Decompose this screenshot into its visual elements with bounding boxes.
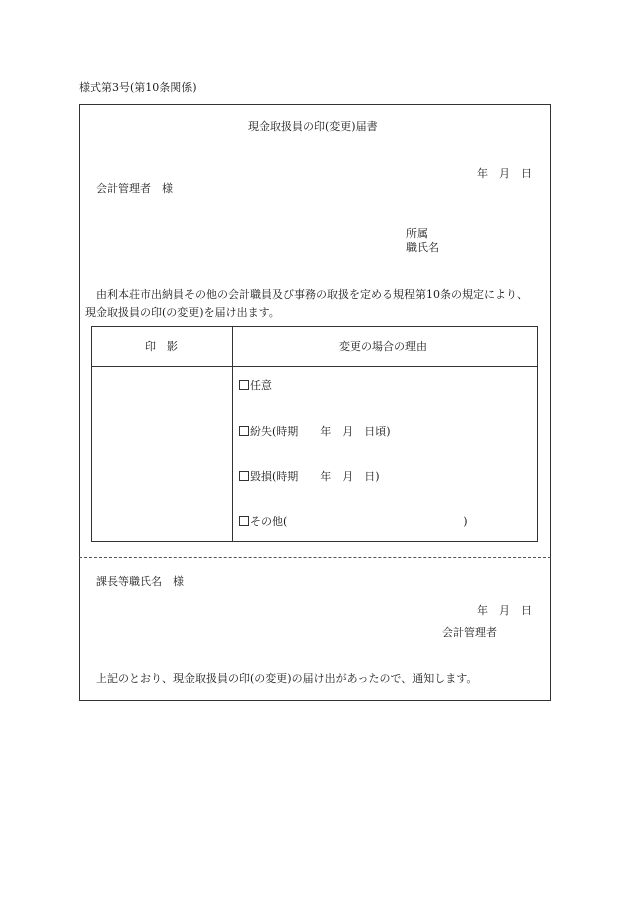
option-damaged-label: 毀損(時期 年 月 日) [250,470,380,483]
table-divider-vertical [232,326,233,542]
lower-sender: 会計管理者 [442,626,497,639]
affiliation-label: 所属 [406,227,428,240]
body-text-line1: 由利本荘市出納員その他の会計職員及び事務の取扱を定める規程第10条の規定により、 [96,288,528,301]
checkbox-icon[interactable] [239,426,249,436]
notice-text: 上記のとおり、現金取扱員の印(の変更)の届け出があったので、通知します。 [96,672,478,685]
seal-header: 印 影 [145,340,178,353]
addressee: 会計管理者 様 [96,182,173,195]
table-divider-horizontal [91,366,538,367]
option-lost[interactable] [239,426,391,437]
cut-line [79,557,551,558]
option-voluntary[interactable] [239,380,272,391]
lower-addressee: 課長等職氏名 様 [96,575,184,588]
option-damaged[interactable] [239,471,380,482]
option-other[interactable] [239,516,468,527]
form-number: 様式第3号(第10条関係) [79,81,197,94]
option-other-label: その他( ) [250,515,468,528]
body-text-line2: 現金取扱員の印(の変更)を届け出ます。 [85,306,280,319]
form-title: 現金取扱員の印(変更)届書 [248,120,378,133]
date-line: 年 月 日 [477,167,532,180]
option-lost-label: 紛失(時期 年 月 日頃) [250,425,391,438]
checkbox-icon[interactable] [239,380,249,390]
checkbox-icon[interactable] [239,471,249,481]
checkbox-icon[interactable] [239,516,249,526]
position-name-label: 職氏名 [406,241,439,254]
lower-date-line: 年 月 日 [477,604,532,617]
option-voluntary-label: 任意 [250,379,272,392]
reason-header: 変更の場合の理由 [339,340,427,353]
